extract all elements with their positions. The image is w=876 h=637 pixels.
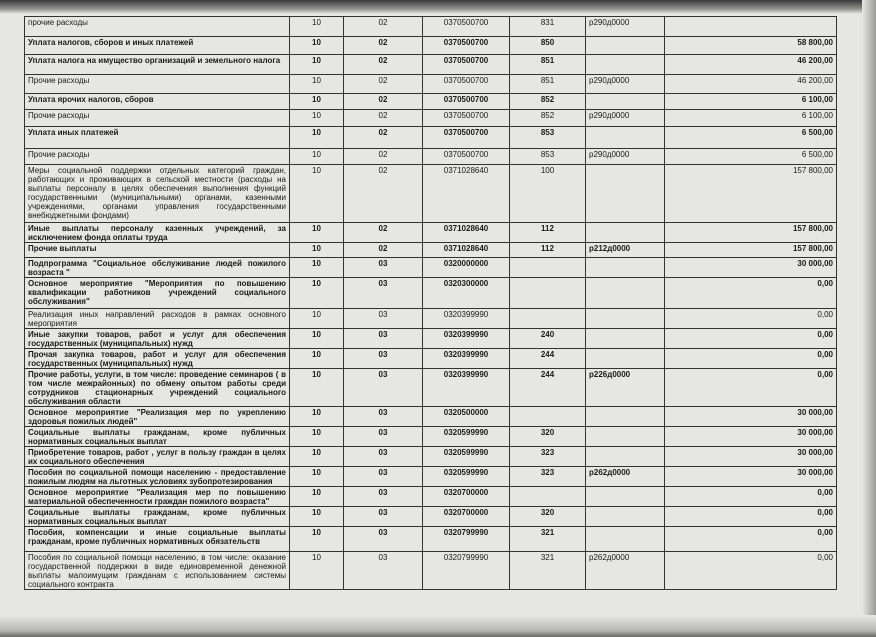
expense-type-code: 244 [510, 369, 586, 407]
item-name: Основное мероприятие "Мероприятия по повышению квалификации работников учреждений социального обслуживания" [25, 278, 290, 309]
classification-code [586, 258, 665, 278]
table-row [25, 55, 837, 75]
item-name: Прочие расходы [25, 110, 290, 127]
expense-type-code: 852 [510, 94, 586, 110]
item-name: Иные выплаты персоналу казенных учреждений, за исключением фонда оплаты труда [25, 223, 290, 243]
table-row [25, 527, 837, 552]
table-row [25, 243, 837, 258]
section-code: 10 [290, 309, 344, 329]
expense-type-code: 851 [510, 75, 586, 94]
subsection-code: 02 [344, 127, 423, 149]
subsection-code: 02 [344, 55, 423, 75]
target-article-code: 0370500700 [423, 17, 510, 37]
subsection-code: 03 [344, 369, 423, 407]
classification-code [586, 278, 665, 309]
classification-code [586, 507, 665, 527]
item-name: Пособия, компенсации и иные социальные выплаты гражданам, кроме публичных нормативных обязательств [25, 527, 290, 552]
subsection-code: 02 [344, 223, 423, 243]
item-name: Пособия по социальной помощи населению, в том числе: оказание государственной поддержки в виде единовременной денежной выплаты малоимущим гражданам с использованием системы социального контракта [25, 552, 290, 590]
classification-code [586, 309, 665, 329]
item-name: Социальные выплаты гражданам, кроме публичных нормативных социальных выплат [25, 507, 290, 527]
section-code: 10 [290, 427, 344, 447]
subsection-code: 03 [344, 527, 423, 552]
item-name: Уплата иных платежей [25, 127, 290, 149]
amount: 46 200,00 [665, 75, 837, 94]
expense-type-code: 323 [510, 447, 586, 467]
expense-type-code: 851 [510, 55, 586, 75]
amount: 157 800,00 [665, 243, 837, 258]
section-code: 10 [290, 527, 344, 552]
expense-type-code [510, 487, 586, 507]
section-code: 10 [290, 349, 344, 369]
classification-code [586, 407, 665, 427]
target-article-code: 0320300000 [423, 278, 510, 309]
expense-type-code: 831 [510, 17, 586, 37]
subsection-code: 02 [344, 94, 423, 110]
classification-code [586, 37, 665, 55]
target-article-code: 0370500700 [423, 55, 510, 75]
target-article-code: 0370500700 [423, 149, 510, 165]
expense-type-code: 853 [510, 149, 586, 165]
item-name: Прочие выплаты [25, 243, 290, 258]
classification-code [586, 427, 665, 447]
item-name: Иные закупки товаров, работ и услуг для обеспечения государственных (муниципальных) нужд [25, 329, 290, 349]
subsection-code: 03 [344, 552, 423, 590]
amount: 0,00 [665, 309, 837, 329]
classification-code: р262д0000 [586, 467, 665, 487]
amount: 30 000,00 [665, 447, 837, 467]
classification-code: р290д0000 [586, 17, 665, 37]
target-article-code: 0320799990 [423, 552, 510, 590]
document-page [24, 16, 836, 590]
expense-type-code: 853 [510, 127, 586, 149]
subsection-code: 03 [344, 487, 423, 507]
section-code: 10 [290, 75, 344, 94]
subsection-code: 02 [344, 149, 423, 165]
item-name: Прочая закупка товаров, работ и услуг для обеспечения государственных (муниципальных) нужд [25, 349, 290, 369]
table-row [25, 507, 837, 527]
subsection-code: 03 [344, 258, 423, 278]
target-article-code: 0370500700 [423, 37, 510, 55]
amount: 46 200,00 [665, 55, 837, 75]
target-article-code: 0320599990 [423, 427, 510, 447]
target-article-code: 0370500700 [423, 110, 510, 127]
target-article-code: 0320599990 [423, 467, 510, 487]
section-code: 10 [290, 258, 344, 278]
section-code: 10 [290, 223, 344, 243]
table-row [25, 165, 837, 223]
section-code: 10 [290, 407, 344, 427]
section-code: 10 [290, 17, 344, 37]
subsection-code: 03 [344, 427, 423, 447]
table-row [25, 447, 837, 467]
table-row [25, 110, 837, 127]
table-row [25, 223, 837, 243]
target-article-code: 0320000000 [423, 258, 510, 278]
table-row [25, 309, 837, 329]
item-name: Приобретение товаров, работ , услуг в пользу граждан в целях их социального обеспечения [25, 447, 290, 467]
expense-type-code: 320 [510, 507, 586, 527]
expense-type-code: 852 [510, 110, 586, 127]
item-name: Социальные выплаты гражданам, кроме публичных нормативных социальных выплат [25, 427, 290, 447]
table-row [25, 94, 837, 110]
budget-table-body [25, 17, 837, 590]
target-article-code: 0370500700 [423, 94, 510, 110]
table-row [25, 127, 837, 149]
amount: 0,00 [665, 369, 837, 407]
classification-code [586, 165, 665, 223]
expense-type-code: 112 [510, 243, 586, 258]
amount: 6 500,00 [665, 127, 837, 149]
classification-code: р290д0000 [586, 110, 665, 127]
amount: 30 000,00 [665, 467, 837, 487]
expense-type-code: 321 [510, 527, 586, 552]
table-row [25, 349, 837, 369]
expense-type-code: 240 [510, 329, 586, 349]
amount: 0,00 [665, 527, 837, 552]
expense-type-code [510, 278, 586, 309]
table-row [25, 278, 837, 309]
subsection-code: 03 [344, 329, 423, 349]
amount: 157 800,00 [665, 223, 837, 243]
scan-right-shadow [862, 0, 876, 637]
scan-bottom-shadow [0, 615, 876, 637]
amount: 58 800,00 [665, 37, 837, 55]
table-row [25, 37, 837, 55]
subsection-code: 02 [344, 37, 423, 55]
section-code: 10 [290, 507, 344, 527]
table-row [25, 329, 837, 349]
section-code: 10 [290, 369, 344, 407]
item-name: Прочие расходы [25, 149, 290, 165]
item-name: Прочие расходы [25, 75, 290, 94]
section-code: 10 [290, 447, 344, 467]
amount: 0,00 [665, 487, 837, 507]
target-article-code: 0371028640 [423, 165, 510, 223]
expense-type-code: 320 [510, 427, 586, 447]
section-code: 10 [290, 55, 344, 75]
expense-type-code [510, 309, 586, 329]
amount: 6 500,00 [665, 149, 837, 165]
expense-type-code [510, 407, 586, 427]
subsection-code: 02 [344, 165, 423, 223]
target-article-code: 0320399990 [423, 369, 510, 407]
classification-code: р226д0000 [586, 369, 665, 407]
table-row [25, 75, 837, 94]
subsection-code: 03 [344, 309, 423, 329]
section-code: 10 [290, 110, 344, 127]
table-row [25, 487, 837, 507]
table-row [25, 369, 837, 407]
amount: 157 800,00 [665, 165, 837, 223]
target-article-code: 0320700000 [423, 487, 510, 507]
expense-type-code: 850 [510, 37, 586, 55]
target-article-code: 0370500700 [423, 75, 510, 94]
subsection-code: 03 [344, 447, 423, 467]
item-name: Основное мероприятие "Реализация мер по повышению материальной обеспеченности граждан пожилого возраста" [25, 487, 290, 507]
target-article-code: 0320399990 [423, 329, 510, 349]
table-row [25, 467, 837, 487]
target-article-code: 0320399990 [423, 309, 510, 329]
scan-top-shadow [0, 0, 876, 14]
item-name: Уплата налога на имущество организаций и земельного налога [25, 55, 290, 75]
subsection-code: 03 [344, 467, 423, 487]
amount: 30 000,00 [665, 258, 837, 278]
amount: 0,00 [665, 329, 837, 349]
target-article-code: 0320500000 [423, 407, 510, 427]
classification-code [586, 127, 665, 149]
amount [665, 17, 837, 37]
classification-code [586, 94, 665, 110]
item-name: Пособия по социальной помощи населению - предоставление пожилым людям на льготных условиях зубопротезирования [25, 467, 290, 487]
expense-type-code: 112 [510, 223, 586, 243]
item-name: прочие расходы [25, 17, 290, 37]
subsection-code: 02 [344, 75, 423, 94]
target-article-code: 0320399990 [423, 349, 510, 369]
item-name: Прочие работы, услуги, в том числе: проведение семинаров ( в том числе межрайонных) по обмену опытом работы среди сотрудников стационарных учреждений социального обслуживания области [25, 369, 290, 407]
section-code: 10 [290, 127, 344, 149]
section-code: 10 [290, 165, 344, 223]
classification-code [586, 487, 665, 507]
target-article-code: 0320799990 [423, 527, 510, 552]
item-name: Подпрограмма "Социальное обслуживание людей пожилого возраста " [25, 258, 290, 278]
section-code: 10 [290, 243, 344, 258]
budget-table [24, 16, 837, 590]
amount: 6 100,00 [665, 94, 837, 110]
item-name: Уплата налогов, сборов и иных платежей [25, 37, 290, 55]
classification-code [586, 527, 665, 552]
subsection-code: 03 [344, 278, 423, 309]
target-article-code: 0370500700 [423, 127, 510, 149]
classification-code: р290д0000 [586, 75, 665, 94]
target-article-code: 0371028640 [423, 243, 510, 258]
item-name: Основное мероприятие "Реализация мер по укреплению здоровья пожилых людей" [25, 407, 290, 427]
table-row [25, 552, 837, 590]
section-code: 10 [290, 487, 344, 507]
amount: 0,00 [665, 552, 837, 590]
amount: 30 000,00 [665, 427, 837, 447]
section-code: 10 [290, 467, 344, 487]
subsection-code: 03 [344, 349, 423, 369]
expense-type-code: 321 [510, 552, 586, 590]
table-row [25, 17, 837, 37]
expense-type-code: 100 [510, 165, 586, 223]
subsection-code: 02 [344, 243, 423, 258]
classification-code [586, 447, 665, 467]
item-name: Меры социальной поддержки отдельных категорий граждан, работающих и проживающих в сельской местности (расходы на выплаты персоналу в целях обеспечения выполнения функций государственными (муниципальными) органами, казенными учреждениями, органами управления государственными внебюджетными фондами) [25, 165, 290, 223]
section-code: 10 [290, 149, 344, 165]
expense-type-code: 323 [510, 467, 586, 487]
item-name: Уплата ярочих налогов, сборов [25, 94, 290, 110]
amount: 30 000,00 [665, 407, 837, 427]
classification-code [586, 349, 665, 369]
subsection-code: 03 [344, 407, 423, 427]
classification-code [586, 55, 665, 75]
table-row [25, 149, 837, 165]
amount: 0,00 [665, 349, 837, 369]
table-row [25, 407, 837, 427]
target-article-code: 0371028640 [423, 223, 510, 243]
expense-type-code: 244 [510, 349, 586, 369]
section-code: 10 [290, 278, 344, 309]
section-code: 10 [290, 329, 344, 349]
section-code: 10 [290, 94, 344, 110]
target-article-code: 0320700000 [423, 507, 510, 527]
classification-code: р262д0000 [586, 552, 665, 590]
subsection-code: 03 [344, 507, 423, 527]
amount: 6 100,00 [665, 110, 837, 127]
section-code: 10 [290, 37, 344, 55]
amount: 0,00 [665, 507, 837, 527]
amount: 0,00 [665, 278, 837, 309]
subsection-code: 02 [344, 17, 423, 37]
classification-code [586, 329, 665, 349]
classification-code: р290д0000 [586, 149, 665, 165]
expense-type-code [510, 258, 586, 278]
target-article-code: 0320599990 [423, 447, 510, 467]
table-row [25, 427, 837, 447]
section-code: 10 [290, 552, 344, 590]
item-name: Реализация иных направлений расходов в рамках основного мероприятия [25, 309, 290, 329]
classification-code [586, 223, 665, 243]
subsection-code: 02 [344, 110, 423, 127]
table-row [25, 258, 837, 278]
classification-code: р212д0000 [586, 243, 665, 258]
